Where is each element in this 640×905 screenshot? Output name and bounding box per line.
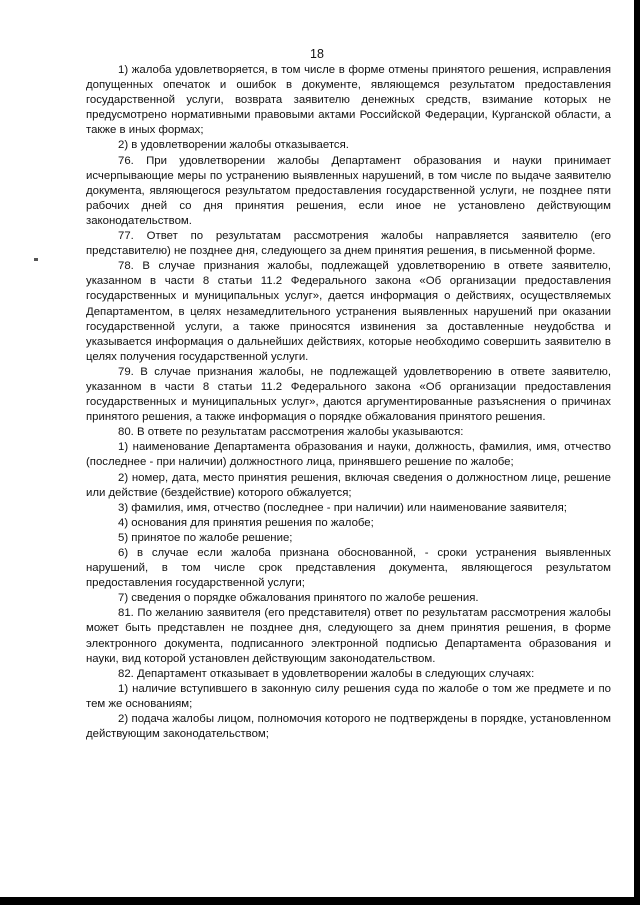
paragraph: 5) принятое по жалобе решение; [118,531,293,544]
margin-mark [34,258,38,261]
paragraph: 6) в случае если жалоба признана обоснованной, - сроки устранения выявленных нарушений, в том числе срок представления документа, являющегося результатом предоставления государственной услуги; [86,547,611,590]
paragraph: 82. Департамент отказывает в удовлетворении жалобы в следующих случаях: [118,667,535,680]
paragraph: 80. В ответе по результатам рассмотрения жалобы указываются: [118,426,464,439]
document-body [86,63,611,742]
paragraph: 4) основания для принятия решения по жалобе; [118,516,374,529]
paragraph: 1) жалоба удовлетворяется, в том числе в форме отмены принятого решения, исправления допущенных опечаток и ошибок в документе, являющемся результатом предоставления государственной услуги, возврата заявителю денежных средств, взимание которых не предусмотрено нормативными правовыми актами Российской Федерации, Курганской области, а также в иных формах; [86,64,611,137]
paragraph: 7) сведения о порядке обжалования принятого по жалобе решения. [118,592,479,605]
paragraph: 79. В случае признания жалобы, не подлежащей удовлетворению в ответе заявителю, указанном в части 8 статьи 11.2 Федерального закона «Об организации предоставления государственных и муниципальных услуг», даются аргументированные разъяснения о причинах принятого решения, а также информация о порядке обжалования принятого решения. [86,365,611,424]
paragraph: 1) наличие вступившего в законную силу решения суда по жалобе о том же предмете и по тем же основаниям; [86,682,611,710]
scan-edge-bottom [0,897,640,905]
paragraph: 3) фамилия, имя, отчество (последнее - при наличии) или наименование заявителя; [118,501,567,514]
paragraph: 2) номер, дата, место принятия решения, включая сведения о должностном лице, решение или действие (бездействие) которого обжалуется; [86,471,611,499]
page-number: 18 [310,47,324,61]
paragraph: 1) наименование Департамента образования и науки, должность, фамилия, имя, отчество (последнее - при наличии) должностного лица, принявшего решение по жалобе; [86,441,611,469]
scan-edge-right [634,0,640,905]
paragraph: 78. В случае признания жалобы, подлежащей удовлетворению в ответе заявителю, указанном в части 8 статьи 11.2 Федерального закона «Об организации предоставления государственных и муниципальных услуг», дается информация о действиях, осуществляемых Департаментом, в целях незамедлительного устранения выявленных нарушений при оказании государственной услуги, а также приносятся извинения за доставленные неудобства и указывается информация о дальнейших действиях, которые необходимо совершить заявителю в целях получения государственной услуги. [86,260,611,363]
paragraph: 81. По желанию заявителя (его представителя) ответ по результатам рассмотрения жалобы может быть представлен не позднее дня, следующего за днем принятия решения, в форме электронного документа, подписанного электронной подписью Департамента образования и науки, вид которой установлен действующим законодательством. [86,607,611,665]
paragraph: 76. При удовлетворении жалобы Департамент образования и науки принимает исчерпывающие меры по устранению выявленных нарушений, в том числе по выдаче заявителю документа, являющегося результатом предоставления государственной услуги, не позднее пяти рабочих дней со дня принятия решения, если иное не установлено действующим законодательством. [86,154,611,227]
paragraph: 77. Ответ по результатам рассмотрения жалобы направляется заявителю (его представителю) не позднее дня, следующего за днем принятия решения, в письменной форме. [86,230,611,258]
paragraph: 2) подача жалобы лицом, полномочия которого не подтверждены в порядке, установленном действующим законодательством; [86,713,611,741]
paragraph: 2) в удовлетворении жалобы отказывается. [118,139,349,152]
